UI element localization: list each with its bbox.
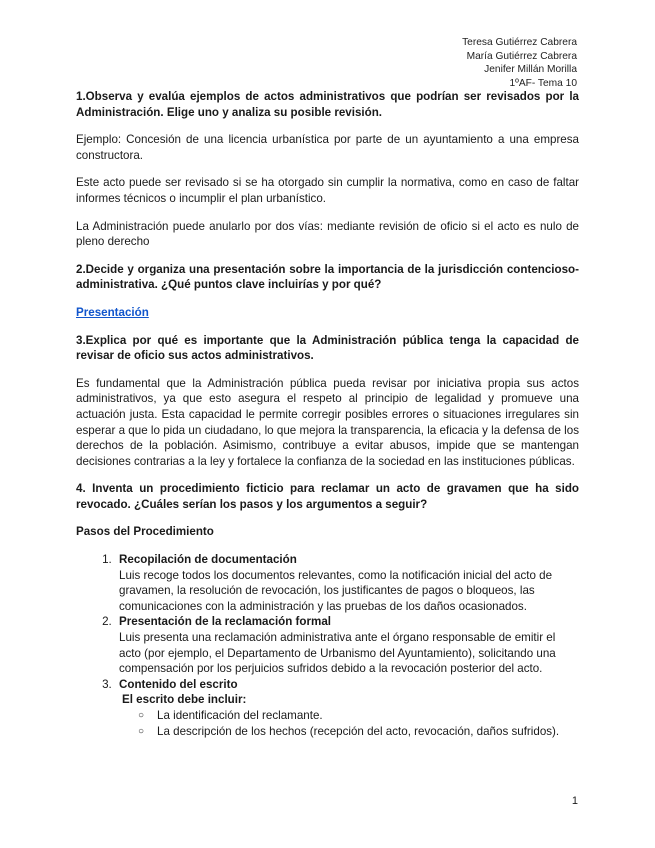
presentation-link[interactable]: Presentación [76, 305, 149, 319]
q3-paragraph: Es fundamental que la Administración pública pueda revisar por iniciativa propia sus actos administrativos, ya que esto asegura el respeto al principio de legalidad y promueve una actuación justa. Esta capacidad le permite corregir posibles errores o situaciones irregulares sin esperar a que lo pida un ciudadano, lo que mejora la transparencia, la eficacia y la defensa de los derechos de la población. Asimismo, contribuye a evitar abusos, impide que se mantengan decisiones contrarias a la ley y fortalece la confianza de la sociedad en las instituciones públicas. [76, 376, 579, 468]
step-title: Recopilación de documentación [119, 553, 297, 567]
author-line: Teresa Gutiérrez Cabrera [462, 37, 577, 48]
author-block [462, 36, 577, 90]
author-line: María Gutiérrez Cabrera [466, 50, 577, 62]
step-title: Presentación de la reclamación formal [119, 615, 331, 629]
q1-paragraph: Este acto puede ser revisado si se ha otorgado sin cumplir la normativa, como en caso de faltar informes técnicos o incumplir el plan urbanístico. [76, 176, 579, 205]
procedure-steps [76, 552, 579, 739]
document-body [76, 89, 579, 739]
author-line: Jenifer Millán Morilla [484, 64, 577, 75]
step-bullets [119, 708, 579, 739]
step-subtitle: El escrito debe incluir: [122, 693, 247, 707]
procedure-step [115, 614, 579, 676]
q1-paragraph: La Administración puede anularlo por dos vías: mediante revisión de oficio si el acto es nulo de pleno derecho [76, 219, 579, 249]
course-topic: 1ºAF- Tema 10 [509, 77, 577, 89]
step-body: Luis presenta una reclamación administrativa ante el órgano responsable de emitir el acto (por ejemplo, el Departamento de Urbanismo del Ayuntamiento), solicitando una compensación por los perjuicios sufridos debido a la revocación posterior del acto. [119, 631, 556, 676]
procedure-step [115, 677, 579, 739]
bullet-item: ○ La identificación del reclamante. [138, 708, 579, 724]
procedure-step [115, 552, 579, 614]
step-title: Contenido del escrito [119, 677, 238, 691]
question-2: 2.Decide y organiza una presentación sobre la importancia de la jurisdicción contencioso-administrativa. ¿Qué puntos clave incluirías y por qué? [76, 262, 579, 292]
step-body: Luis recoge todos los documentos relevantes, como la notificación inicial del acto de gravamen, la resolución de revocación, los justificantes de pagos o bloqueos, las comunicaciones con la administración y las pruebas de los daños ocasionados. [119, 568, 553, 613]
bullet-item: ○ La descripción de los hechos (recepción del acto, revocación, daños sufridos). [138, 724, 579, 740]
procedure-heading: Pasos del Procedimiento [76, 525, 214, 539]
question-1: 1.Observa y evalúa ejemplos de actos administrativos que podrían ser revisados por la Administración. Elige uno y analiza su posible revisión. [76, 90, 579, 119]
q1-paragraph: Ejemplo: Concesión de una licencia urbanística por parte de un ayuntamiento a una empresa constructora. [76, 133, 579, 162]
question-3: 3.Explica por qué es importante que la Administración pública tenga la capacidad de revisar de oficio sus actos administrativos. [76, 333, 579, 363]
question-4: 4. Inventa un procedimiento ficticio para reclamar un acto de gravamen que ha sido revocado. ¿Cuáles serían los pasos y los argumentos a seguir? [76, 482, 579, 511]
page-number: 1 [571, 795, 578, 807]
